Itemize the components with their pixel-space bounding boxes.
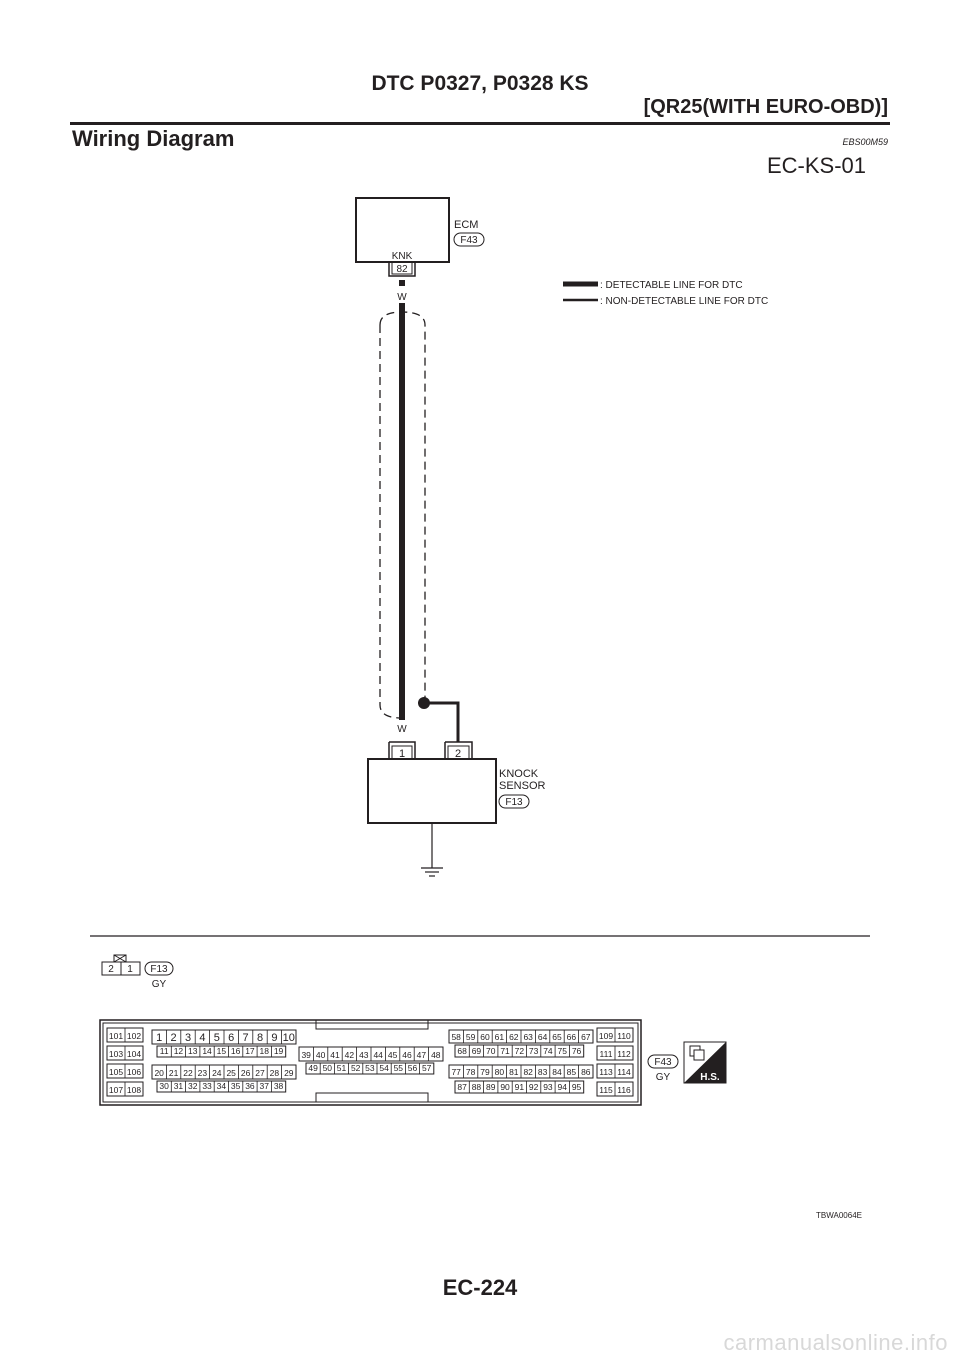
- ecm-terminal-name: KNK: [391, 251, 413, 262]
- f43-pin-label: 74: [543, 1046, 553, 1056]
- f43-pin-label: 108: [126, 1085, 142, 1095]
- f43-pin-label: 92: [528, 1082, 539, 1092]
- f43-pin-label: 45: [387, 1050, 398, 1060]
- f43-pin-label: 63: [523, 1032, 533, 1042]
- sensor-pin2-label: 2: [454, 748, 462, 760]
- f13-connector-face: [102, 955, 140, 975]
- f43-pin-label: 57: [421, 1063, 432, 1073]
- f43-pin-label: 53: [365, 1063, 375, 1073]
- f43-pin-label: 79: [480, 1067, 490, 1077]
- f43-pin-label: 76: [571, 1046, 582, 1056]
- f43-pin-label: 68: [457, 1046, 467, 1056]
- f43-pin-label: 115: [599, 1085, 613, 1095]
- f43-pin-label: 86: [581, 1067, 591, 1077]
- f43-pin-label: 31: [173, 1081, 184, 1091]
- f43-pin-label: 107: [108, 1085, 124, 1095]
- f43-pin-label: 16: [230, 1046, 241, 1056]
- f13-connector-id: F13: [150, 964, 168, 975]
- f43-pin-label: 91: [514, 1082, 525, 1092]
- f43-pin-label: 70: [486, 1046, 496, 1056]
- f43-pin-label: 116: [617, 1085, 631, 1095]
- f43-pin-label: 66: [566, 1032, 577, 1042]
- f43-pin-label: 109: [598, 1031, 614, 1041]
- f43-pin-label: 24: [212, 1068, 222, 1078]
- f43-pin-label: 104: [126, 1049, 142, 1059]
- f43-pin-label: 58: [451, 1032, 461, 1042]
- ecm-terminal-dot: [399, 280, 405, 286]
- f43-connector-id: F43: [654, 1057, 672, 1068]
- f43-pin-label: 15: [216, 1046, 227, 1056]
- f43-pin-label: 11: [159, 1046, 169, 1056]
- f43-pin-label: 82: [523, 1067, 533, 1077]
- f43-pin-label: 51: [336, 1063, 347, 1073]
- sensor-label-line1: KNOCK: [499, 768, 539, 780]
- f43-pin-label: 44: [373, 1050, 383, 1060]
- f43-pin-label: 10: [282, 1032, 295, 1044]
- watermark: carmanualsonline.info: [723, 1330, 948, 1355]
- f43-pin-label: 23: [197, 1068, 208, 1078]
- f43-pin-label: 38: [273, 1081, 284, 1091]
- f43-pin-label: 113: [599, 1067, 613, 1077]
- f43-pin-label: 54: [379, 1063, 389, 1073]
- section-title: Wiring Diagram: [72, 126, 235, 151]
- f43-pin-label: 43: [359, 1050, 369, 1060]
- f43-pin-label: 50: [322, 1063, 333, 1073]
- f43-pin-label: 59: [465, 1032, 476, 1042]
- f43-pin-label: 81: [509, 1067, 519, 1077]
- f43-pin-label: 14: [202, 1046, 212, 1056]
- f43-pin-label: 34: [216, 1081, 227, 1091]
- f43-pin-label: 80: [494, 1067, 505, 1077]
- f43-pin-label: 46: [402, 1050, 412, 1060]
- f43-pin-label: 75: [557, 1046, 567, 1056]
- page-number: EC-224: [442, 1275, 518, 1300]
- f43-pin-label: 1: [156, 1032, 163, 1044]
- f43-pin-label: 3: [184, 1032, 192, 1044]
- f43-pin-label: 89: [486, 1082, 496, 1092]
- f43-connector-face: [100, 1020, 641, 1105]
- f43-pin-grid: [107, 1028, 633, 1096]
- f43-pin-label: 95: [571, 1082, 582, 1092]
- f43-pin-label: 85: [566, 1067, 577, 1077]
- f13-pin-right: 1: [127, 964, 133, 975]
- section-code: EBS00M59: [842, 137, 888, 147]
- harness-side-icon: [684, 1042, 726, 1083]
- f43-pin-label: 90: [500, 1082, 510, 1092]
- f43-pin-label: 106: [126, 1067, 142, 1077]
- ecm-terminal-number: 82: [396, 264, 408, 275]
- f43-pin-label: 28: [269, 1068, 280, 1078]
- f43-pin-label: 61: [494, 1032, 505, 1042]
- f43-pin-label: 2: [170, 1032, 177, 1044]
- f43-pin-label: 77: [451, 1067, 461, 1077]
- f43-pin-label: 33: [202, 1081, 212, 1091]
- f13-pin-left: 2: [108, 964, 114, 975]
- f43-pin-label: 39: [301, 1050, 311, 1060]
- f43-pin-label: 49: [308, 1063, 318, 1073]
- wire-color-bottom: W: [397, 724, 407, 735]
- f43-pin-label: 18: [259, 1046, 269, 1056]
- f43-pin-label: 110: [617, 1031, 631, 1041]
- f43-pin-label: 13: [188, 1046, 198, 1056]
- diagram-id: EC-KS-01: [766, 153, 866, 178]
- f43-pin-label: 22: [183, 1068, 193, 1078]
- f43-pin-label: 71: [500, 1046, 510, 1056]
- f43-pin-label: 88: [471, 1082, 482, 1092]
- f43-pin-label: 7: [242, 1032, 249, 1044]
- f43-pin-label: 35: [230, 1081, 241, 1091]
- f43-pin-label: 103: [108, 1049, 124, 1059]
- f43-pin-label: 20: [154, 1068, 164, 1078]
- ground-icon: [421, 823, 443, 876]
- sensor-pin1-label: 1: [398, 748, 406, 760]
- f43-pin-label: 114: [617, 1067, 631, 1077]
- f43-pin-label: 69: [471, 1046, 482, 1056]
- f43-pin-label: 9: [271, 1032, 278, 1044]
- f43-pin-label: 60: [480, 1032, 490, 1042]
- sensor-label-line2: SENSOR: [499, 780, 546, 792]
- shield-drain-wire: [424, 703, 458, 742]
- sensor-connector-label: F13: [505, 797, 523, 808]
- f43-pin-label: 48: [431, 1050, 441, 1060]
- f43-pin-label: 93: [543, 1082, 553, 1092]
- f43-pin-label: 21: [168, 1068, 179, 1078]
- f43-pin-label: 83: [537, 1067, 548, 1077]
- f13-connector-color: GY: [151, 979, 167, 990]
- f43-pin-label: 17: [245, 1046, 255, 1056]
- f43-pin-label: 84: [552, 1067, 562, 1077]
- figure-code: TBWA0064E: [816, 1211, 862, 1220]
- f43-pin-label: 8: [256, 1032, 264, 1044]
- page-header-subtitle: [QR25(WITH EURO-OBD)]: [643, 96, 888, 118]
- f43-pin-label: 56: [407, 1063, 418, 1073]
- f43-pin-label: 78: [465, 1067, 476, 1077]
- wire-color-top: W: [397, 292, 407, 303]
- f43-pin-label: 12: [173, 1046, 184, 1056]
- page-header-title: DTC P0327, P0328 KS: [371, 72, 589, 95]
- f43-pin-label: 4: [199, 1032, 206, 1044]
- f43-pin-label: 65: [552, 1032, 562, 1042]
- f43-pin-label: 73: [528, 1046, 539, 1056]
- f43-pin-label: 101: [108, 1031, 124, 1041]
- f43-connector-color: GY: [655, 1072, 671, 1083]
- f43-pin-label: 19: [273, 1046, 284, 1056]
- f43-pin-label: 27: [255, 1068, 265, 1078]
- f43-pin-label: 32: [188, 1081, 198, 1091]
- f43-pin-label: 41: [330, 1050, 340, 1060]
- ecm-connector-label: F43: [460, 235, 478, 246]
- f43-pin-label: 29: [284, 1068, 294, 1078]
- f43-pin-label: 102: [126, 1031, 142, 1041]
- f43-pin-label: 36: [245, 1081, 255, 1091]
- hs-label: H.S.: [700, 1072, 720, 1083]
- f43-pin-label: 26: [240, 1068, 251, 1078]
- f43-pin-label: 87: [457, 1082, 467, 1092]
- f43-pin-label: 112: [617, 1049, 631, 1059]
- f43-pin-label: 111: [599, 1049, 613, 1059]
- f43-pin-label: 55: [393, 1063, 404, 1073]
- f43-pin-label: 72: [514, 1046, 525, 1056]
- legend-detectable-label: : DETECTABLE LINE FOR DTC: [600, 280, 743, 291]
- f43-pin-label: 25: [226, 1068, 236, 1078]
- f43-pin-label: 52: [350, 1063, 361, 1073]
- f43-pin-label: 67: [581, 1032, 591, 1042]
- f43-pin-label: 64: [537, 1032, 548, 1042]
- f43-pin-label: 37: [259, 1081, 269, 1091]
- f43-pin-label: 62: [509, 1032, 519, 1042]
- f43-pin-label: 30: [159, 1081, 169, 1091]
- legend-non-detectable-label: : NON-DETECTABLE LINE FOR DTC: [600, 296, 769, 307]
- knock-sensor-box: [368, 759, 496, 823]
- f43-pin-label: 42: [344, 1050, 355, 1060]
- f43-pin-label: 5: [213, 1032, 220, 1044]
- f43-pin-label: 94: [557, 1082, 567, 1092]
- ecm-label: ECM: [454, 219, 479, 231]
- f43-pin-label: 40: [315, 1050, 326, 1060]
- f43-pin-label: 105: [108, 1067, 124, 1077]
- f43-pin-label: 47: [416, 1050, 427, 1060]
- f43-pin-label: 6: [228, 1032, 235, 1044]
